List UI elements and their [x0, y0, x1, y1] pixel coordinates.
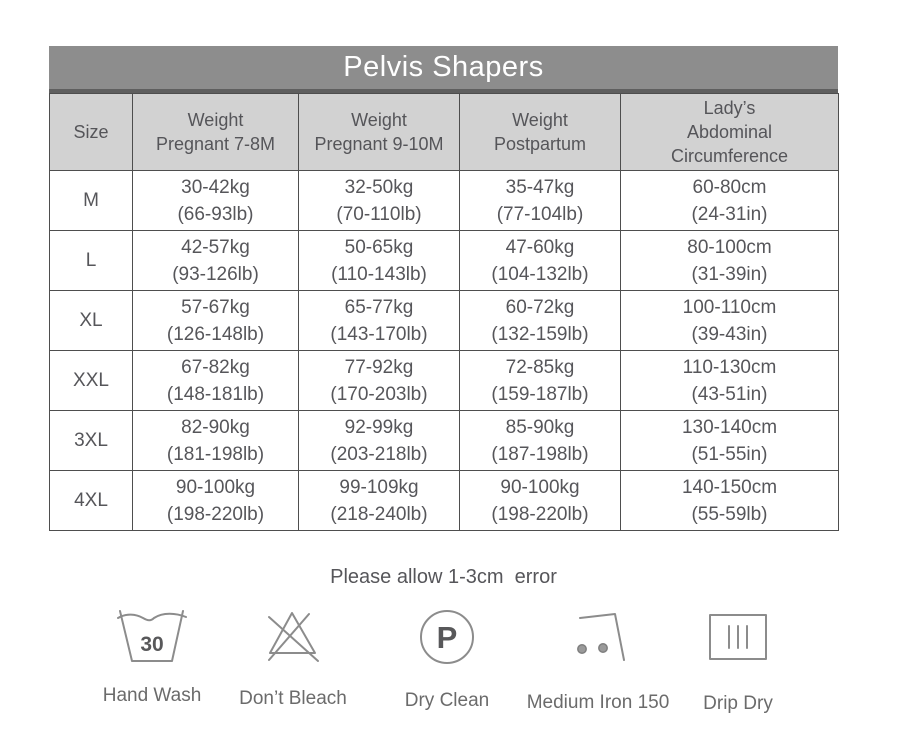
- cell-line: 72-85kg: [505, 356, 575, 378]
- cell-line: (187-198lb): [491, 443, 589, 465]
- weight-cell: [460, 171, 621, 231]
- drip-dry-icon: [708, 606, 768, 668]
- col-header-weight-pregnant-9-10m: [299, 94, 460, 171]
- circumference-cell: [621, 231, 839, 291]
- cell-line: (77-104lb): [496, 203, 584, 225]
- cell-line: 85-90kg: [505, 416, 575, 438]
- do-not-bleach-icon: [265, 606, 321, 668]
- header-line: Pregnant 7-8M: [155, 134, 276, 154]
- care-label: Hand Wash: [102, 685, 202, 706]
- header-line: Lady’s: [703, 98, 756, 118]
- care-label: Dry Clean: [404, 690, 490, 711]
- care-label: Medium Iron 150: [526, 692, 670, 713]
- weight-cell: [299, 291, 460, 351]
- weight-cell: [460, 231, 621, 291]
- care-instructions: [49, 606, 838, 726]
- size-cell: XL: [50, 291, 133, 351]
- care-label: Drip Dry: [703, 693, 773, 714]
- weight-cell: [299, 471, 460, 531]
- dry-clean-letter: P: [436, 620, 458, 655]
- weight-cell: [133, 171, 299, 231]
- table-row: [50, 171, 839, 231]
- cell-line: 32-50kg: [344, 176, 414, 198]
- cell-line: 60-80cm: [692, 176, 767, 198]
- cell-line: 77-92kg: [344, 356, 414, 378]
- iron-icon: [569, 606, 627, 668]
- header-line: Weight: [512, 110, 568, 130]
- size-cell: 3XL: [50, 411, 133, 471]
- weight-cell: [299, 411, 460, 471]
- hand-wash-icon: [117, 606, 187, 668]
- cell-line: (148-181lb): [166, 383, 265, 405]
- cell-line: 42-57kg: [181, 236, 250, 258]
- header-line: Pregnant 9-10M: [314, 134, 444, 154]
- cell-line: (181-198lb): [166, 443, 265, 465]
- header-line: Weight: [351, 110, 407, 130]
- col-header-weight-pregnant-7-8m: [133, 94, 299, 171]
- table-row: [50, 351, 839, 411]
- weight-cell: [460, 471, 621, 531]
- weight-cell: [299, 171, 460, 231]
- cell-line: 90-100kg: [175, 476, 256, 498]
- cell-line: 80-100cm: [687, 236, 772, 258]
- cell-line: (93-126lb): [172, 263, 259, 285]
- cell-line: 130-140cm: [681, 416, 778, 438]
- weight-cell: [460, 351, 621, 411]
- circumference-cell: [621, 291, 839, 351]
- care-item-drip-dry: [653, 606, 823, 715]
- weight-cell: [133, 411, 299, 471]
- cell-line: (31-39in): [691, 263, 768, 285]
- header-line: Postpartum: [493, 134, 587, 154]
- care-label: Don’t Bleach: [239, 688, 347, 709]
- weight-cell: [133, 231, 299, 291]
- cell-line: 65-77kg: [344, 296, 414, 318]
- col-header-size: [50, 94, 133, 171]
- size-table: [49, 93, 839, 531]
- cell-line: 47-60kg: [505, 236, 575, 258]
- cell-line: (39-43in): [691, 323, 768, 345]
- header-row: [50, 94, 839, 171]
- chart-title: Pelvis Shapers: [49, 46, 838, 93]
- dry-clean-icon: [418, 606, 476, 668]
- cell-line: (51-55in): [691, 443, 768, 465]
- table-row: [50, 471, 839, 531]
- weight-cell: [460, 291, 621, 351]
- cell-line: (126-148lb): [166, 323, 265, 345]
- cell-line: (218-240lb): [330, 503, 428, 525]
- cell-line: (143-170lb): [330, 323, 428, 345]
- col-header-abdominal-circumference: [621, 94, 839, 171]
- cell-line: 140-150cm: [681, 476, 778, 498]
- cell-line: (70-110lb): [336, 203, 422, 225]
- cell-line: 100-110cm: [682, 296, 777, 318]
- table-row: [50, 231, 839, 291]
- cell-line: (24-31in): [691, 203, 768, 225]
- care-item-do-not-bleach: [208, 606, 378, 710]
- circumference-cell: [621, 171, 839, 231]
- cell-line: (43-51in): [691, 383, 768, 405]
- circumference-cell: [621, 471, 839, 531]
- cell-line: 35-47kg: [505, 176, 575, 198]
- circumference-cell: [621, 351, 839, 411]
- header-line: Abdominal: [686, 122, 773, 142]
- care-item-dry-clean: [362, 606, 532, 712]
- cell-line: 99-109kg: [339, 476, 419, 498]
- cell-line: (198-220lb): [491, 503, 589, 525]
- table-row: [50, 411, 839, 471]
- tolerance-note: Please allow 1-3cm error: [330, 566, 557, 588]
- weight-cell: [299, 351, 460, 411]
- cell-line: (170-203lb): [330, 383, 428, 405]
- wash-temp-label: 30: [140, 633, 164, 656]
- header-line: Circumference: [670, 146, 789, 166]
- size-cell: 4XL: [50, 471, 133, 531]
- weight-cell: [133, 291, 299, 351]
- cell-line: (104-132lb): [491, 263, 589, 285]
- weight-cell: [299, 231, 460, 291]
- cell-line: 67-82kg: [181, 356, 250, 378]
- cell-line: (198-220lb): [166, 503, 265, 525]
- circumference-cell: [621, 411, 839, 471]
- cell-line: (110-143lb): [331, 263, 427, 285]
- cell-line: (66-93lb): [177, 203, 254, 225]
- size-cell: M: [50, 171, 133, 231]
- weight-cell: [133, 471, 299, 531]
- cell-line: 30-42kg: [181, 176, 250, 198]
- cell-line: 110-130cm: [682, 356, 777, 378]
- cell-line: 92-99kg: [344, 416, 414, 438]
- cell-line: 82-90kg: [181, 416, 250, 438]
- cell-line: (55-59lb): [691, 503, 768, 525]
- weight-cell: [133, 351, 299, 411]
- cell-line: 90-100kg: [500, 476, 580, 498]
- cell-line: 50-65kg: [344, 236, 414, 258]
- table-row: [50, 291, 839, 351]
- cell-line: (132-159lb): [491, 323, 589, 345]
- header-line: Weight: [187, 110, 244, 130]
- cell-line: 57-67kg: [181, 296, 250, 318]
- cell-line: 60-72kg: [505, 296, 575, 318]
- col-header-weight-postpartum: [460, 94, 621, 171]
- header-line: Size: [73, 122, 109, 142]
- size-cell: L: [50, 231, 133, 291]
- weight-cell: [460, 411, 621, 471]
- cell-line: (203-218lb): [330, 443, 428, 465]
- cell-line: (159-187lb): [491, 383, 589, 405]
- size-cell: XXL: [50, 351, 133, 411]
